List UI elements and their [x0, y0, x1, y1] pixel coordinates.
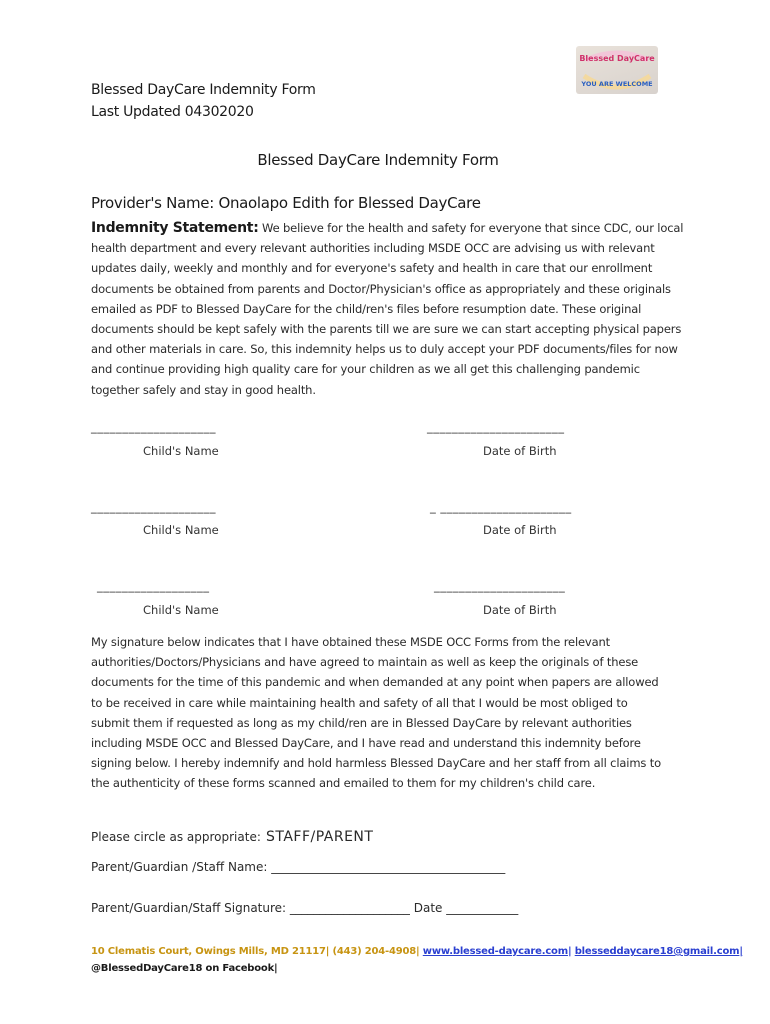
- dob-label-2: Date of Birth: [483, 523, 557, 537]
- footer-address: 10 Clematis Court, Owings Mills, MD 21117| (443) 204-4908|: [91, 946, 420, 957]
- child-name-label-2: Child's Name: [143, 523, 219, 537]
- provider-name: Provider's Name: Onaolapo Edith for Blessed DayCare: [91, 194, 481, 212]
- header-title: Blessed DayCare Indemnity Form: [91, 82, 316, 98]
- website-link[interactable]: www.blessed-daycare.com: [422, 946, 568, 957]
- signature-row: [91, 901, 518, 915]
- footer-end: |: [739, 946, 743, 957]
- blessed-daycare-logo: [576, 46, 658, 94]
- child-name-line-1[interactable]: ____________________: [91, 420, 216, 434]
- footer-separator: |: [567, 946, 572, 957]
- circle-role-row: [91, 826, 373, 845]
- dob-label-1: Date of Birth: [483, 444, 557, 458]
- guardian-name-line[interactable]: _______________________________________: [271, 860, 506, 874]
- footer-contact: [91, 946, 743, 957]
- child-name-line-2[interactable]: ____________________: [91, 500, 216, 514]
- signature-statement: My signature below indicates that I have obtained these MSDE OCC Forms from the relevant authorities/Doctors/Physicians and have agreed to maintain as well as keep the originals of these documents for the time of this pandemic and when demanded at any point when papers are allowed to be received in care while maintaining health and safety of all that I would be most obliged to submit them if requested as long as my child/ren are in Blessed DayCare by relevant authorities including MSDE OCC and Blessed DayCare, and I have read and understand this indemnity before signing below. I hereby indemnify and hold harmless Blessed DayCare and her staff from all claims to the authenticity of these forms scanned and emailed to them for my children's child care.: [91, 635, 661, 791]
- indemnity-text: We believe for the health and safety for everyone that since CDC, our local health department and every relevant authorities including MSDE OCC are advising us with relevant updates daily, weekly and monthly and for everyone's safety and health in care that our enrollment documents be obtained from parents and Doctor/Physician's office as appropriately and these originals emailed as PDF to Blessed DayCare for the child/ren's files before resumption date. These original documents should be kept safely with the parents till we are sure we can start accepting physical papers and other materials in care. So, this indemnity helps us to duly accept your PDF documents/files for now and continue providing high quality care for your children as we all get this challenging pandemic together safely and stay in good health.: [91, 221, 684, 397]
- indemnity-statement: [91, 218, 686, 400]
- logo-graphic: [576, 46, 658, 94]
- dob-line-2[interactable]: _ _____________________: [430, 500, 572, 514]
- child-name-line-3[interactable]: __________________: [97, 579, 210, 593]
- page-title: Blessed DayCare Indemnity Form: [257, 151, 499, 169]
- circle-role-label: Please circle as appropriate:: [91, 830, 261, 844]
- footer-facebook[interactable]: @BlessedDayCare18 on Facebook|: [91, 963, 278, 974]
- indemnity-label: Indemnity Statement:: [91, 220, 259, 236]
- dob-line-3[interactable]: _____________________: [434, 579, 566, 593]
- signature-label: Parent/Guardian/Staff Signature:: [91, 901, 287, 915]
- guardian-name-label: Parent/Guardian /Staff Name:: [91, 860, 268, 874]
- guardian-name-row: [91, 860, 505, 874]
- child-name-label-3: Child's Name: [143, 603, 219, 617]
- dob-label-3: Date of Birth: [483, 603, 557, 617]
- email-link[interactable]: blesseddaycare18@gmail.com: [574, 946, 740, 957]
- role-options[interactable]: STAFF/PARENT: [265, 829, 374, 845]
- dob-line-1[interactable]: ______________________: [427, 420, 565, 434]
- date-label: Date: [413, 901, 443, 915]
- logo-title: Blessed DayCare: [579, 54, 655, 63]
- logo-subtitle: YOU ARE WELCOME: [581, 80, 653, 88]
- date-line[interactable]: ____________: [446, 901, 519, 915]
- child-name-label-1: Child's Name: [143, 444, 219, 458]
- header-last-updated: Last Updated 04302020: [91, 104, 254, 120]
- signature-line[interactable]: ____________________: [289, 901, 410, 915]
